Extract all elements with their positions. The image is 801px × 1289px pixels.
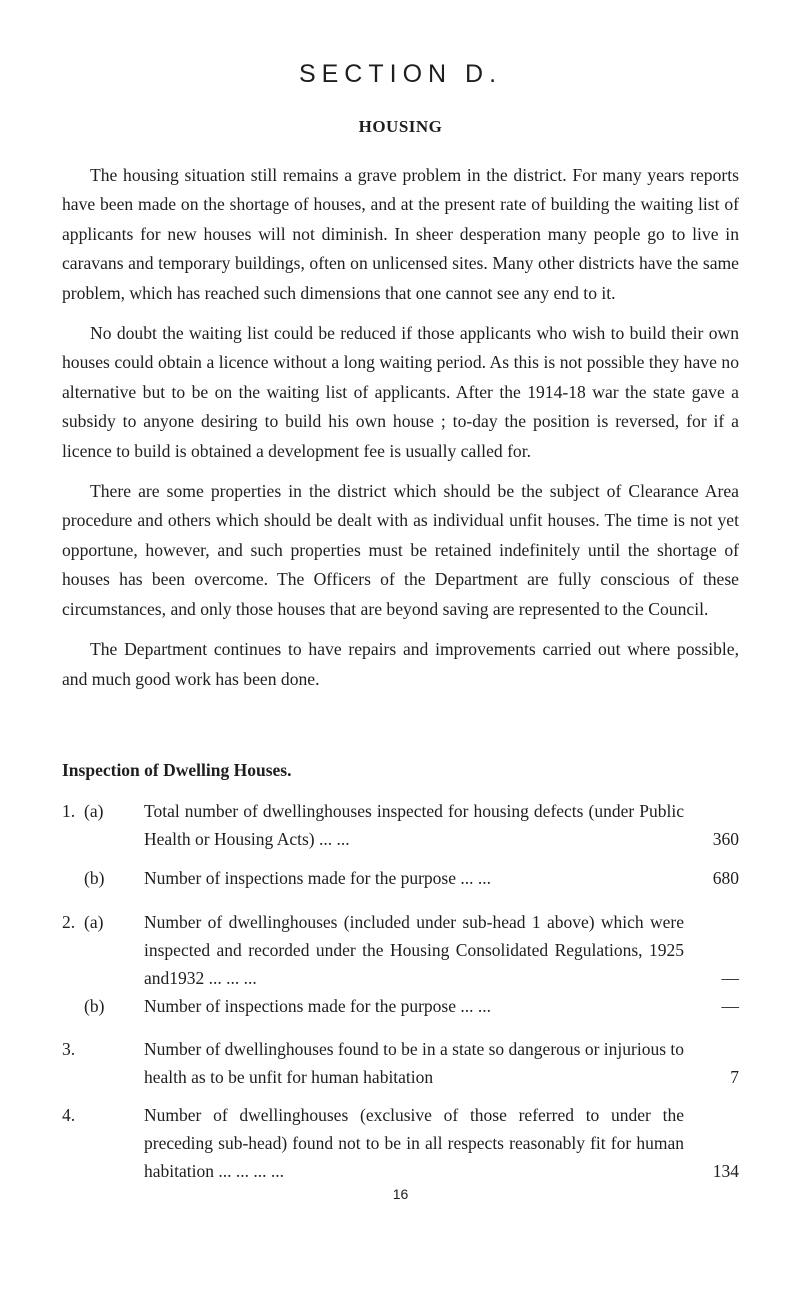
item-text: Total number of dwellinghouses inspected for housing defects (under Public Health or Housing Acts) ... ... [144, 801, 684, 849]
item-number: 4. [62, 1105, 76, 1125]
item-value: 134 [712, 1161, 739, 1181]
item-number: 1. [62, 801, 76, 821]
item-value: 360 [712, 829, 739, 849]
item-sub: (b) [84, 996, 105, 1016]
item-sub: (b) [84, 868, 105, 888]
item-text: Number of dwellinghouses (included under sub-head 1 above) which were inspected and recorded under the Housing Consolidated Regulations, 1925 and1932 ... ... ... [144, 912, 684, 988]
paragraph: There are some properties in the district which should be the subject of Clearance Area procedure and others which should be dealt with as individual unfit houses. The time is not yet opportune, however, and such properties must be retained indefinitely until the shortage of houses has been overcome. The Officers of the Department are fully conscious of these circumstances, and only those houses that are beyond saving are represented to the Council. [62, 481, 739, 619]
paragraph: The Department continues to have repairs and improvements carried out where possible, and much good work has been done. [62, 639, 739, 689]
list-item [62, 1035, 739, 1091]
item-text: Number of dwellinghouses found to be in a state so dangerous or injurious to health as to be unfit for human habitation [144, 1039, 684, 1087]
item-value: 680 [712, 868, 739, 888]
item-value: — [721, 996, 739, 1016]
list-item [62, 864, 739, 892]
item-number: 2. [62, 912, 76, 932]
item-value: 7 [730, 1067, 739, 1087]
body-text [62, 161, 739, 705]
paragraph: The housing situation still remains a grave problem in the district. For many years reports have been made on the shortage of houses, and at the present rate of building the waiting list of applicants for new houses will not diminish. In sheer desperation many people go to live in caravans and temporary buildings, often on unlicensed sites. Many other districts have the same problem, which has reached such dimensions that one cannot see any end to it. [62, 165, 739, 303]
item-sub: (a) [84, 912, 104, 932]
inspection-heading: Inspection of Dwelling Houses. [62, 760, 292, 780]
item-text: Number of inspections made for the purpose ... ... [144, 996, 492, 1016]
item-sub: (a) [84, 801, 104, 821]
page-number: 16 [392, 1186, 409, 1202]
item-value: — [721, 968, 739, 988]
item-text: Number of dwellinghouses (exclusive of those referred to under the preceding sub-head) found not to be in all respects reasonably fit for human habitation ... ... ... ... [144, 1105, 684, 1181]
list-item [62, 797, 739, 853]
item-text: Number of inspections made for the purpose ... ... [144, 868, 492, 888]
list-item [62, 992, 739, 1020]
paragraph: No doubt the waiting list could be reduced if those applicants who wish to build their own houses could obtain a licence without a long waiting period. As this is not possible they have no alternative but to be on the waiting list of applicants. After the 1914-18 war the state gave a subsidy to anyone desiring to build his own house ; to-day the position is reversed, for if a licence to build is obtained a development fee is usually called for. [62, 323, 739, 461]
section-title: SECTION D. [298, 60, 503, 88]
list-item [62, 1101, 739, 1185]
item-number: 3. [62, 1039, 76, 1059]
housing-heading: HOUSING [358, 117, 443, 136]
list-item [62, 908, 739, 992]
